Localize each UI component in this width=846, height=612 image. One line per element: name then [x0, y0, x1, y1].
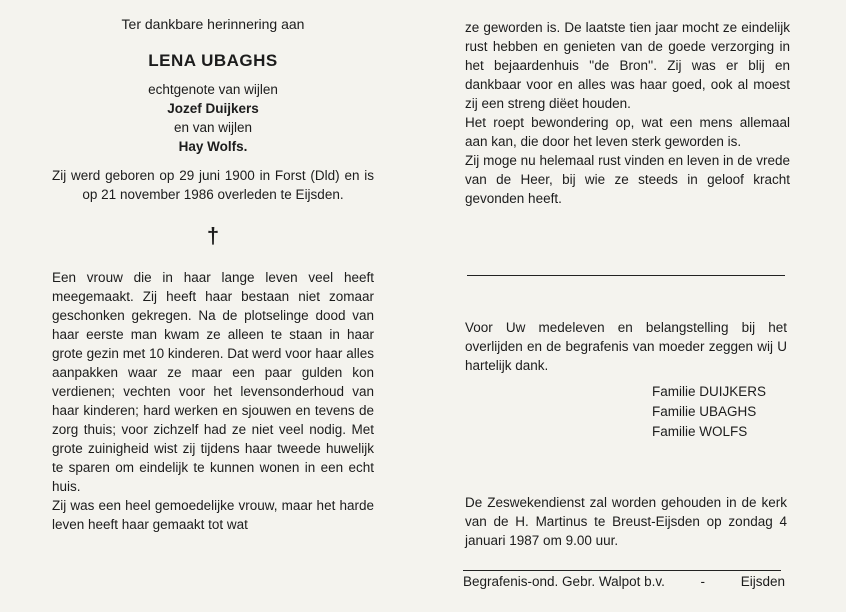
family-duijkers: Familie DUIJKERS — [652, 384, 767, 399]
spouse2-name: Hay Wolfs. — [178, 139, 248, 154]
footer-divider — [463, 570, 781, 571]
family-ubaghs: Familie UBAGHS — [652, 404, 757, 419]
admiration-paragraph: Het roept bewondering op, wat een mens allemaal aan kan, die door het leven sterk geworden is. — [465, 115, 790, 149]
family-wolfs: Familie WOLFS — [652, 424, 748, 439]
prayer-paragraph: Zij moge nu helemaal rust vinden en leven in de vrede van de Heer, bij wie ze steeds in geloof kracht gevonden heeft. — [465, 153, 790, 206]
left-panel — [52, 14, 374, 534]
service-announcement — [465, 493, 787, 550]
undertaker-place: Eijsden — [740, 574, 785, 589]
spouse1-name: Jozef Duijkers — [167, 101, 259, 116]
spouse1-prefix: echtgenote van wijlen — [148, 82, 278, 97]
birth-death-dates: Zij werd geboren op 29 juni 1900 in Forst (Dld) en is op 21 november 1986 overleden te Eijsden. — [52, 168, 374, 202]
service-text: De Zeswekendienst zal worden gehouden in de kerk van de H. Martinus te Breust-Eijsden op zondag 4 januari 1987 om 9.00 uur. — [465, 495, 787, 548]
divider-line — [467, 275, 785, 276]
life-paragraph-3: ze geworden is. De laatste tien jaar mocht ze eindelijk rust hebben en genieten van de goede verzorging in het bejaardenhuis ''de Bron''. Zij was er blij en dankbaar voor en alles was haar goed, ook al moest zij een streng diëet houden. — [465, 20, 790, 111]
spouse2-prefix: en van wijlen — [173, 120, 253, 135]
intro-text: Ter dankbare herinnering aan — [121, 16, 305, 32]
life-paragraph-1: Een vrouw die in haar lange leven veel heeft meegemaakt. Zij heeft haar bestaan niet zomaar geschonken gekregen. Na de plotselinge dood van haar eerste man kwam ze alleen te staan in haar grote gezin met 10 kinderen. Dat werd voor haar alles aanpakken waar ze maar een paar gulden kon verdienen; vechten voor het levensonderhoud van haar kinderen; hard werken en sjouwen en tevens de zorg thuis; voor zichzelf had ze niet veel nodig. Met grote zuinigheid wist zij tijdens haar tweede huwelijk te sparen om eindelijk te kunnen wonen in een echt huis. — [52, 270, 374, 494]
undertaker-footer — [463, 572, 785, 591]
thanks-block — [465, 318, 787, 375]
thanks-text: Voor Uw medeleven en belangstelling bij het overlijden en de begrafenis van moeder zeggen wij U hartelijk dank. — [465, 320, 787, 373]
deceased-name: LENA UBAGHS — [148, 51, 278, 70]
cross-icon: † — [206, 223, 220, 248]
right-panel-text — [465, 18, 790, 208]
undertaker-dash: - — [700, 574, 706, 589]
family-signatures — [652, 382, 766, 442]
life-paragraph-2: Zij was een heel gemoedelijke vrouw, maar het harde leven heeft haar gemaakt tot wat — [52, 498, 374, 532]
undertaker-name: Begrafenis-ond. Gebr. Walpot b.v. — [463, 574, 665, 589]
